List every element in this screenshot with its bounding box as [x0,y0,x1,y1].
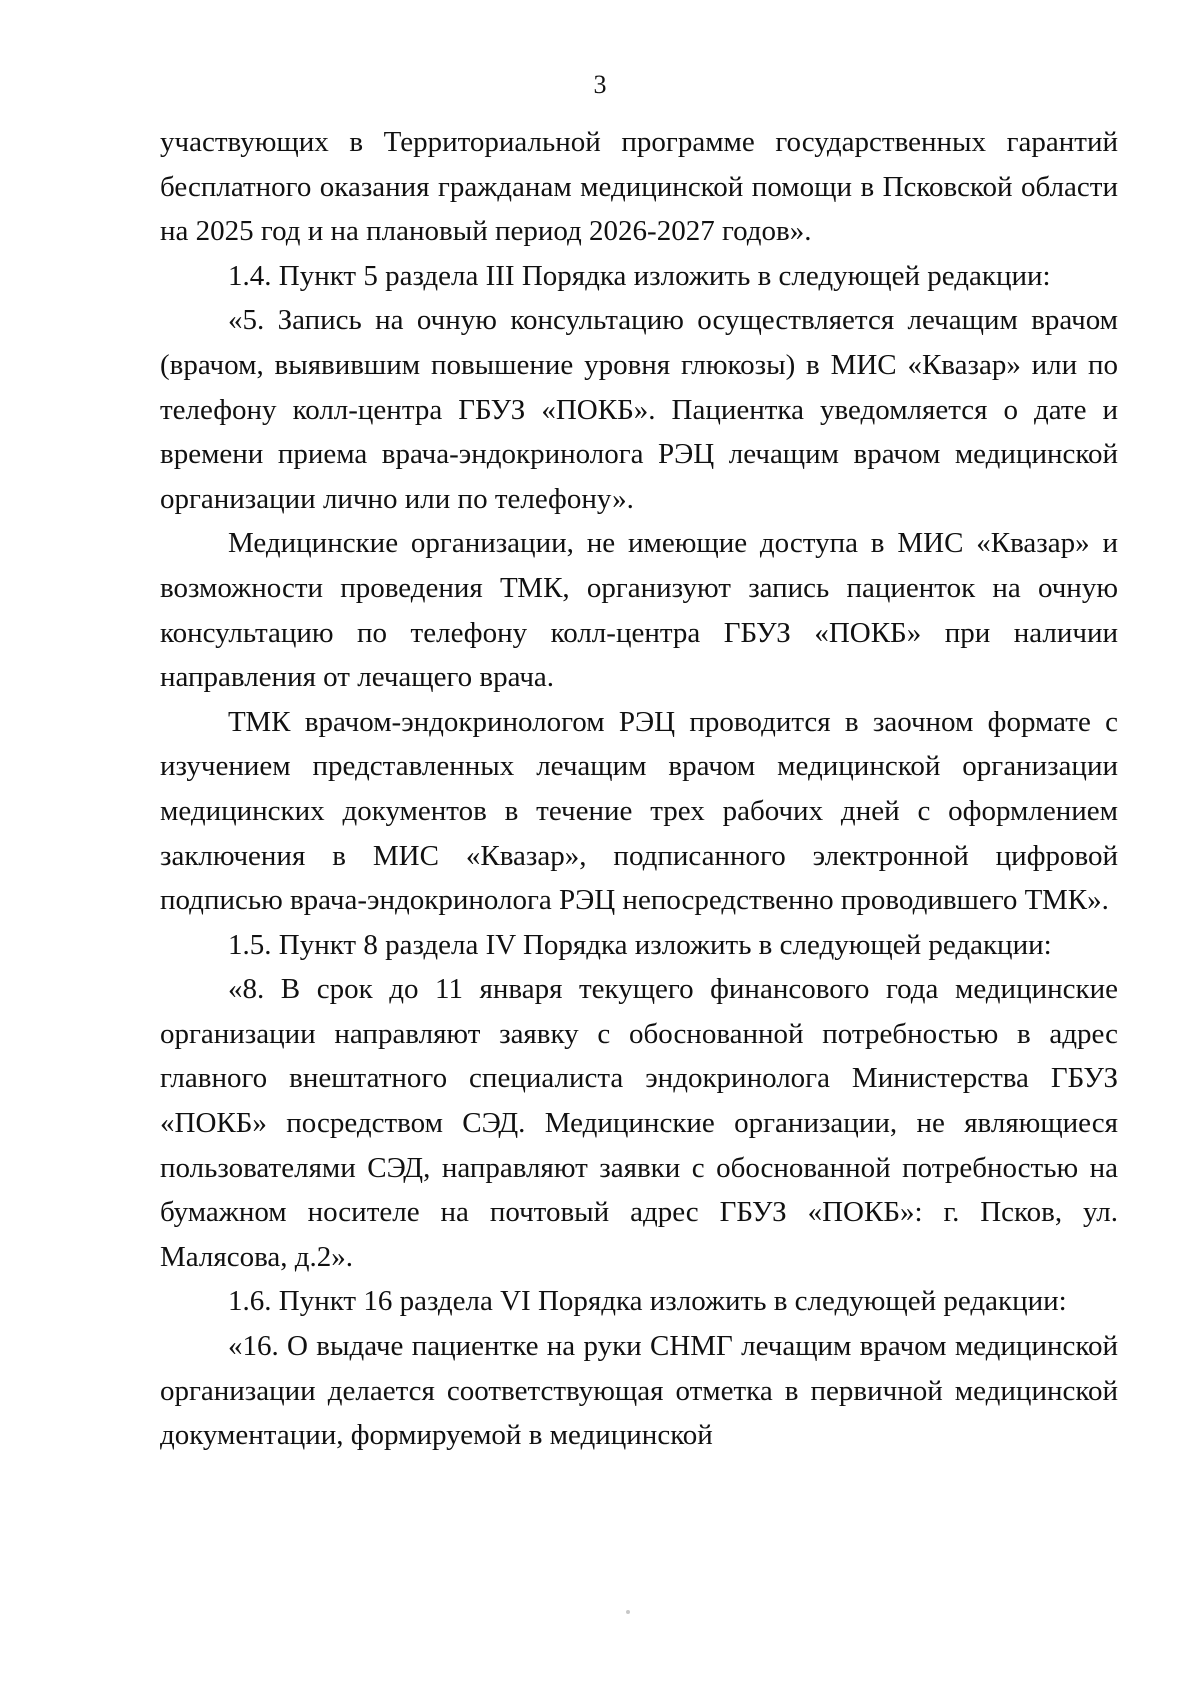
paragraph-item-1-6: 1.6. Пункт 16 раздела VI Порядка изложить в следующей редакции: [228,1285,1067,1318]
paragraph-mis-access: Медицинские организации, не имеющие доступа в МИС «Квазар» и возможности проведения ТМК, организуют запись пациенток на очную консультацию по телефону колл-центра ГБУЗ «ПОКБ» при наличии направления от лечащего врача. [160,527,1118,694]
paragraph-item-1-4: 1.4. Пункт 5 раздела III Порядка изложить в следующей редакции: [228,259,1051,292]
paragraph-item-1-5: 1.5. Пункт 8 раздела IV Порядка изложить в следующей редакции: [228,928,1052,961]
paragraph-quote-8: «8. В срок до 11 января текущего финансового года медицинские организации направляют заявку с обоснованной потребностью в адрес главного внештатного специалиста эндокринолога Министерства ГБУЗ «ПОКБ» посредством СЭД. Медицинские организации, не являющиеся пользователями СЭД, направляют заявки с обоснованной потребностью на бумажном носителе на почтовый адрес ГБУЗ «ПОКБ»: г. Псков, ул. Малясова, д.2». [160,973,1118,1273]
paragraph-quote-5: «5. Запись на очную консультацию осуществляется лечащим врачом (врачом, выявившим повышение уровня глюкозы) в МИС «Квазар» или по телефону колл-центра ГБУЗ «ПОКБ». Пациентка уведомляется о дате и времени приема врача-эндокринолога РЭЦ лечащим врачом медицинской организации лично или по телефону». [160,304,1118,515]
paragraph-continuation: участвующих в Территориальной программе государственных гарантий бесплатного оказания гражданам медицинской помощи в Псковской области на 2025 год и на плановый период 2026-2027 годов». [160,126,1118,248]
document-body [160,120,1118,1458]
paragraph-quote-16: «16. О выдаче пациентке на руки СНМГ лечащим врачом медицинской организации делается соответствующая отметка в первичной медицинской документации, формируемой в медицинской [160,1330,1118,1452]
page-number: 3 [593,70,607,99]
scan-speck [626,1610,630,1614]
paragraph-tmk: ТМК врачом-эндокринологом РЭЦ проводится в заочном формате с изучением представленных лечащим врачом медицинской организации медицинских документов в течение трех рабочих дней с оформлением заключения в МИС «Квазар», подписанного электронной цифровой подписью врача-эндокринолога РЭЦ непосредственно проводившего ТМК». [160,705,1118,917]
